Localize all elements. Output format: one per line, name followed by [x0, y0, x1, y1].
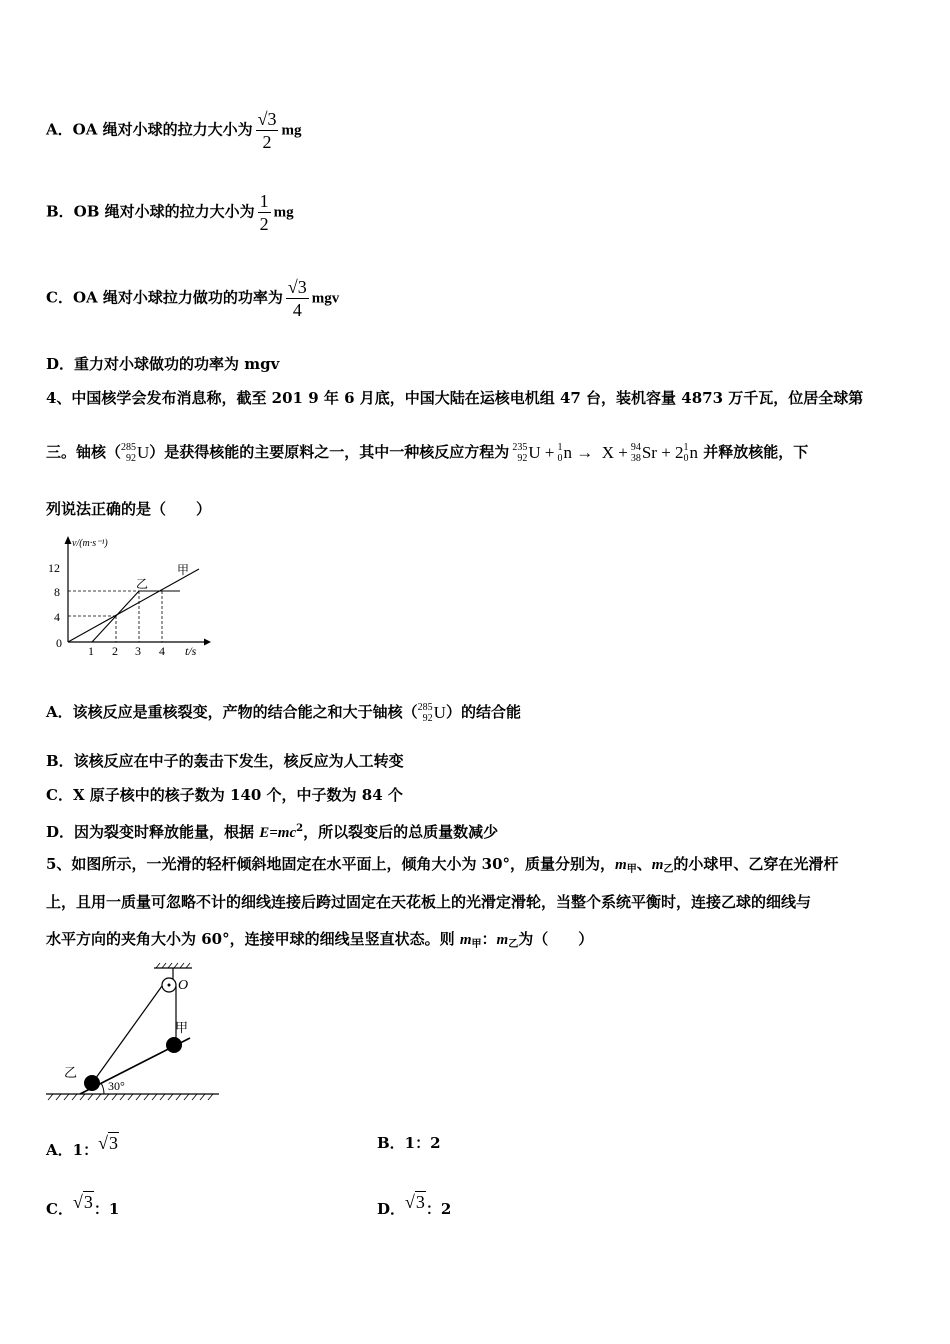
- sqrt: √3: [405, 1192, 425, 1212]
- ball-jia-label: 甲: [175, 1020, 189, 1035]
- q3-option-a: A．OA 绳对小球的拉力大小为 $\frac{√3}{2}$ mg: [46, 109, 302, 152]
- angle-label: 30°: [108, 1079, 125, 1093]
- q5-option-d: D．√3：2: [377, 1192, 452, 1218]
- q4-stem-line-1: 4、中国核学会发布消息称，截至 201 9 年 6 月底，中国大陆在运核电机组 47 台，装机容量 4873 万千瓦，位居全球第: [46, 389, 864, 407]
- q5-option-c: C．√3：1: [46, 1192, 120, 1218]
- q4-stem-line-3: 列说法正确的是（ ）: [46, 500, 212, 518]
- q3-option-d: D．重力对小球做功的功率为 mgv: [46, 355, 280, 373]
- velocity-time-graph: [44, 532, 214, 660]
- q4-option-b: B．该核反应在中子的轰击下发生，核反应为人工转变: [46, 752, 404, 770]
- x-tick-2: 2: [112, 644, 118, 658]
- ball-yi-label: 乙: [64, 1065, 78, 1080]
- uranium-nuclide: 285 92 U: [417, 702, 446, 724]
- label-jia: 甲: [177, 563, 190, 577]
- fraction: $\frac{1}{2}$: [259, 191, 269, 234]
- line-jia: [68, 569, 199, 642]
- ball-yi: [84, 1075, 100, 1091]
- y-tick-0: 0: [56, 636, 62, 650]
- string-to-yi: [93, 986, 162, 1082]
- uranium-nuclide: 285 92 U: [121, 442, 150, 464]
- q4-option-c: C．X 原子核中的核子数为 140 个，中子数为 84 个: [46, 786, 403, 804]
- sqrt: √3: [72, 1192, 93, 1212]
- y-tick-4: 4: [54, 610, 60, 624]
- q5-stem-line-3: 水平方向的夹角大小为 60°，连接甲球的细线呈竖直状态。则 $m_甲$：$m_乙$为（ ）: [46, 930, 594, 950]
- q4-option-a: A．该核反应是重核裂变，产物的结合能之和大于铀核（ 285 92 U ）的结合能: [46, 702, 521, 724]
- line-yi: [92, 591, 139, 642]
- q5-option-a: A．1：√3: [46, 1133, 118, 1159]
- y-axis-label: v/(m·s⁻¹): [72, 538, 108, 549]
- q3-option-c: C．OA 绳对小球拉力做功的功率为 $\frac{√3}{4}$ mgv: [46, 277, 340, 320]
- q5-stem-line-1: 5、如图所示，一光滑的轻杆倾斜地固定在水平面上，倾角大小为 30°，质量分别为，$m_甲$、$m_乙$的小球甲、乙穿在光滑杆: [46, 855, 839, 875]
- nuclear-reaction-equation: 235 92 U + 1 0 n → X + 94 38 Sr + 2 1 0 n: [512, 442, 699, 464]
- q5-option-b: B．1：2: [377, 1134, 441, 1152]
- x-tick-1: 1: [88, 644, 94, 658]
- q5-stem-line-2: 上，且用一质量可忽略不计的细线连接后跨过固定在天花板上的光滑定滑轮，当整个系统平衡时，连接乙球的细线与: [46, 893, 812, 911]
- x-tick-4: 4: [159, 644, 165, 658]
- pulley-label: O: [178, 978, 189, 993]
- x-tick-3: 3: [135, 644, 141, 658]
- q4-stem-line-2: 三。铀核（ 285 92 U ）是获得核能的主要原料之一，其中一种核反应方程为 235 92 U + 1 0 n → X + 94 38 Sr + 2 1 0 n 并释放核能，下: [46, 442, 809, 464]
- y-tick-12: 12: [48, 561, 60, 575]
- sqrt: √3: [98, 1133, 118, 1153]
- ball-jia: [166, 1037, 182, 1053]
- fraction: $\frac{√3}{4}$: [287, 277, 307, 320]
- label-yi: 乙: [136, 577, 149, 591]
- q4-option-d: D．因为裂变时释放能量，根据 $E=mc^2$，所以裂变后的总质量数减少: [46, 823, 499, 841]
- fraction: $\frac{√3}{2}$: [257, 109, 277, 152]
- x-axis-label: t/s: [185, 644, 197, 658]
- pulley-incline-figure: [44, 960, 224, 1105]
- q3-option-b: B．OB 绳对小球的拉力大小为 $\frac{1}{2}$ mg: [46, 191, 294, 234]
- y-tick-8: 8: [54, 585, 60, 599]
